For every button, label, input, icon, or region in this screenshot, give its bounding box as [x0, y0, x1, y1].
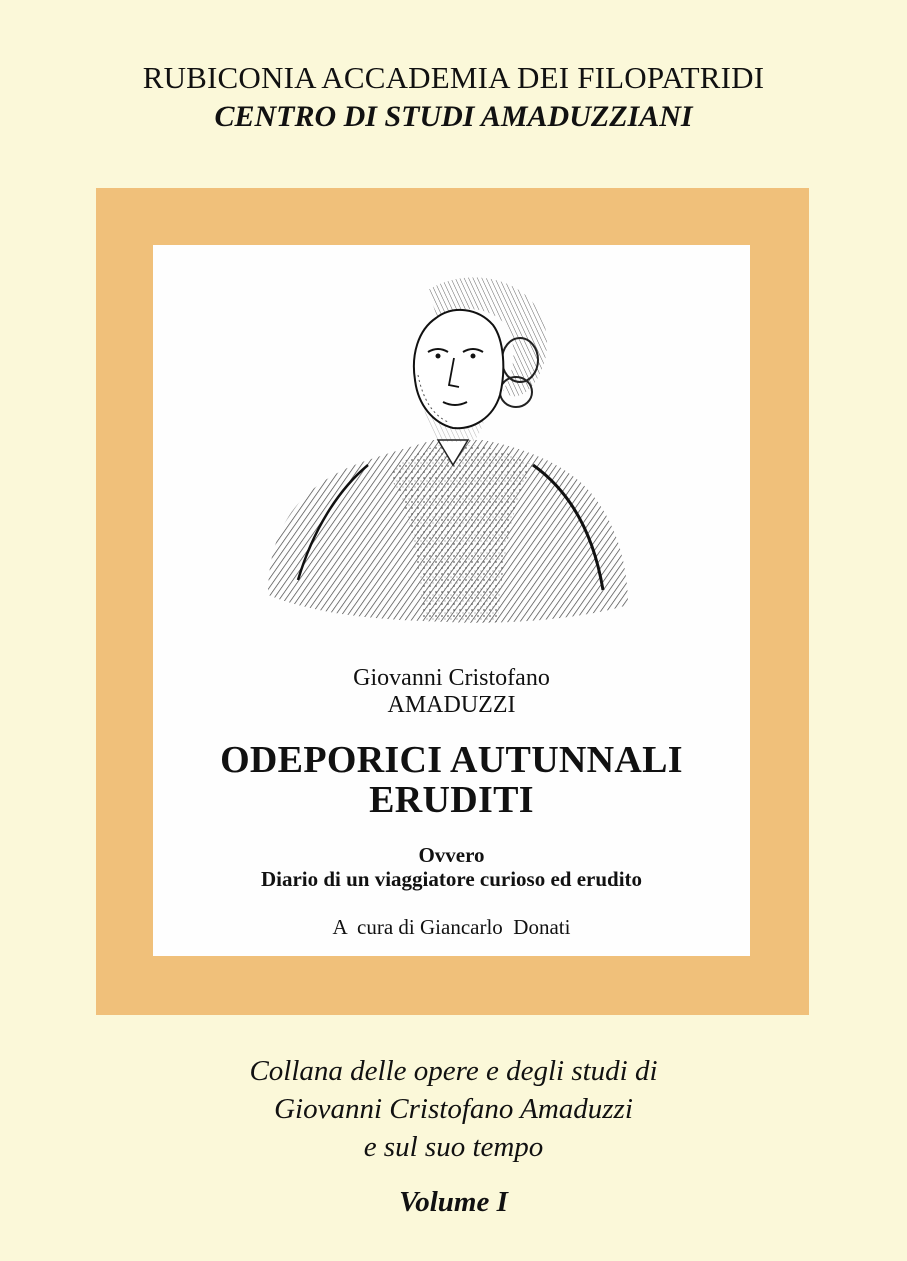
series-title — [0, 1052, 907, 1166]
author-name — [153, 665, 750, 719]
study-center-name: CENTRO DI STUDI AMADUZZIANI — [214, 100, 693, 133]
author-surname: AMADUZZI — [387, 692, 516, 718]
book-title-line-1: ODEPORICI AUTUNNALI — [220, 739, 683, 781]
title-panel — [153, 245, 750, 956]
book-subtitle — [153, 843, 750, 891]
publisher-header — [0, 58, 907, 136]
academy-name: RUBICONIA ACCADEMIA DEI FILOPATRIDI — [142, 60, 765, 95]
orange-frame — [96, 188, 809, 1015]
volume-number: Volume I — [399, 1186, 508, 1218]
author-first-names: Giovanni Cristofano — [353, 665, 550, 691]
book-title-line-2: ERUDITI — [369, 779, 534, 821]
subtitle-line-1: Ovvero — [418, 843, 485, 867]
series-line-3: e sul suo tempo — [363, 1131, 544, 1163]
portrait-engraving — [248, 260, 648, 645]
series-line-1: Collana delle opere e degli studi di — [249, 1055, 658, 1087]
editor-credit: A cura di Giancarlo Donati — [332, 915, 571, 939]
series-line-2: Giovanni Cristofano Amaduzzi — [274, 1093, 633, 1125]
subtitle-line-2: Diario di un viaggiatore curioso ed erudito — [260, 867, 643, 891]
book-title — [153, 740, 750, 820]
